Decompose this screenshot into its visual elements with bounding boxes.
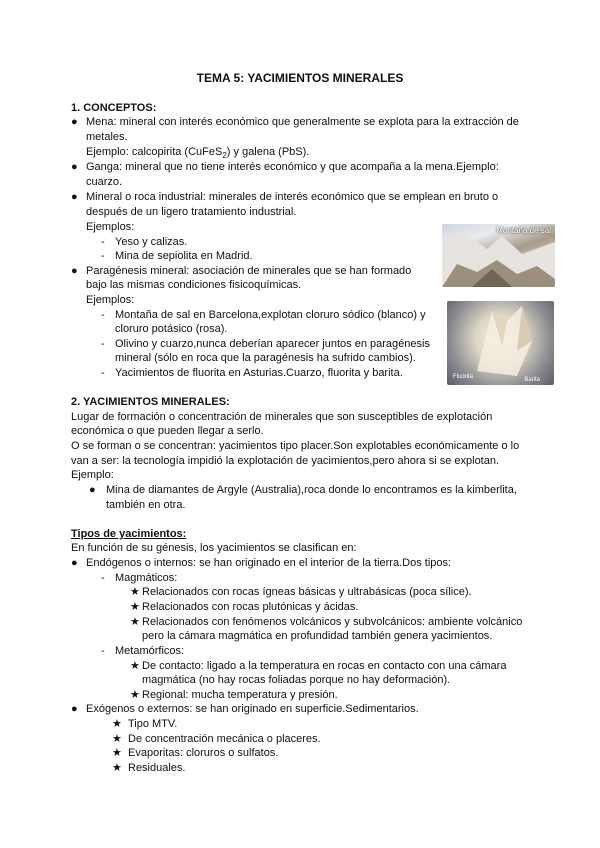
- metamorficos-label: Metamórficos:: [115, 645, 185, 657]
- tipos-heading: Tipos de yacimientos:: [71, 528, 187, 540]
- paragraph-line: Ejemplo:: [71, 469, 114, 481]
- star-mark: ★: [112, 733, 122, 745]
- star-mark: ★: [130, 601, 140, 613]
- paragenesis-example: Montaña de sal en Barcelona,explotan cloruro sódico (blanco) y: [115, 309, 426, 321]
- metamorphic-item-cont: magmática (no hay rocas foliadas porque no hay deformación).: [142, 674, 451, 686]
- dash-mark: -: [101, 338, 105, 350]
- dash-mark: -: [101, 309, 105, 321]
- exogenos-item: Exógenos o externos: se han originado en superficie.Sedimentarios.: [86, 703, 419, 715]
- roca-industrial-definition: Mineral o roca industrial: minerales de interés económico que se emplean en bruto o: [86, 191, 499, 203]
- bullet-mark: ●: [71, 116, 78, 128]
- paragenesis-example: Olivino y cuarzo,nunca deberían aparecer juntos en paragénesis: [115, 338, 430, 350]
- paragraph-line: Lugar de formación o concentración de minerales que son susceptibles de explotación: [71, 411, 493, 423]
- paragraph-line: van a ser: la tecnología impidió la explotación de yacimientos,pero ahora si se explotan.: [71, 455, 500, 467]
- section-2-heading: 2. YACIMIENTOS MINERALES:: [71, 396, 230, 408]
- bullet-mark: ●: [71, 557, 78, 569]
- paragenesis-definition: Paragénesis mineral: asociación de minerales que se han formado: [86, 265, 412, 277]
- section-1-heading: 1. CONCEPTOS:: [71, 102, 157, 114]
- roca-industrial-definition-cont: después de un ligero tratamiento industrial.: [86, 206, 297, 218]
- metamorphic-item: De contacto: ligado a la temperatura en rocas en contacto con una cámara: [142, 660, 507, 672]
- star-mark: ★: [130, 689, 140, 701]
- mena-definition-cont: metales.: [86, 131, 128, 143]
- dash-mark: -: [101, 367, 105, 379]
- bullet-mark: ●: [89, 484, 96, 496]
- example-item: Mina de sepiolita en Madrid.: [115, 250, 253, 262]
- exogenous-item: Tipo MTV.: [128, 718, 178, 730]
- examples-label: Ejemplos:: [86, 221, 135, 233]
- exogenous-item: Residuales.: [128, 762, 186, 774]
- photo-caption: Montaña de sal: [496, 226, 551, 235]
- star-mark: ★: [112, 718, 122, 730]
- salt-mountain-photo: [442, 224, 555, 287]
- dash-mark: -: [101, 645, 105, 657]
- bullet-mark: ●: [71, 265, 78, 277]
- mena-example: Ejemplo: calcopirita (CuFeS$_2$) y galena (PbS).: [86, 146, 310, 161]
- endogenos-item: Endógenos o internos: se han originado en el interior de la tierra.Dos tipos:: [86, 557, 452, 569]
- dash-mark: -: [101, 236, 105, 248]
- paragenesis-example: Yacimientos de fluorita en Asturias.Cuarzo, fluorita y barita.: [115, 367, 403, 379]
- bullet-mark: ●: [71, 161, 78, 173]
- star-mark: ★: [112, 747, 122, 759]
- magmaticos-label: Magmáticos:: [115, 572, 178, 584]
- paragenesis-definition-cont: bajo las mismas condiciones fisicoquímicas.: [86, 279, 302, 291]
- paragraph-line: económica o que pueden llegar a serlo.: [71, 425, 264, 437]
- paragraph-line: O se forman o se concentran: yacimientos tipo placer.Son explotables económicamente o lo: [71, 440, 520, 452]
- dash-mark: -: [101, 572, 105, 584]
- magmatic-item: Relacionados con rocas plutónicas y ácidas.: [142, 601, 359, 613]
- exogenous-item: De concentración mecánica o placeres.: [128, 733, 321, 745]
- examples-label: Ejemplos:: [86, 294, 135, 306]
- star-mark: ★: [130, 660, 140, 672]
- star-mark: ★: [130, 586, 140, 598]
- star-mark: ★: [130, 616, 140, 628]
- magmatic-item-cont: pero la cámara magmática en profundidad también genera yacimientos.: [142, 630, 493, 642]
- ganga-definition: Ganga: mineral que no tiene interés económico y que acompaña a la mena.Ejemplo:: [86, 161, 499, 173]
- paragenesis-example-cont: cloruro potásico (rosa).: [115, 323, 228, 335]
- example-item-cont: también en otra.: [106, 499, 186, 511]
- page-title: TEMA 5: YACIMIENTOS MINERALES: [196, 71, 404, 85]
- example-item: Yeso y calizas.: [115, 236, 188, 248]
- mineral-sample-photo: [447, 301, 554, 385]
- exogenous-item: Evaporitas: cloruros o sulfatos.: [128, 747, 279, 759]
- mena-definition: Mena: mineral con interés económico que generalmente se explota para la extracción de: [86, 116, 519, 128]
- tipos-intro: En función de su génesis, los yacimientos se clasifican en:: [71, 542, 357, 554]
- ganga-definition-cont: cuarzo.: [86, 176, 123, 188]
- paragenesis-example-cont: mineral (sólo en roca que la paragénesis ha sufrido cambios).: [115, 352, 416, 364]
- bullet-mark: ●: [71, 191, 78, 203]
- photo-caption: Barita: [524, 377, 540, 383]
- magmatic-item: Relacionados con rocas ígneas básicas y ultrabásicas (poca sílice).: [142, 586, 472, 598]
- star-mark: ★: [112, 762, 122, 774]
- crystal-illustration: [447, 301, 554, 385]
- example-item: Mina de diamantes de Argyle (Australia),roca donde lo encontramos es la kimberlita,: [106, 484, 517, 496]
- metamorphic-item: Regional: mucha temperatura y presión.: [142, 689, 338, 701]
- bullet-mark: ●: [71, 703, 78, 715]
- dash-mark: -: [101, 250, 105, 262]
- photo-caption: Fluorita: [453, 374, 474, 380]
- magmatic-item: Relacionados con fenómenos volcánicos y subvolcánicos: ambiente volcánico: [142, 616, 523, 628]
